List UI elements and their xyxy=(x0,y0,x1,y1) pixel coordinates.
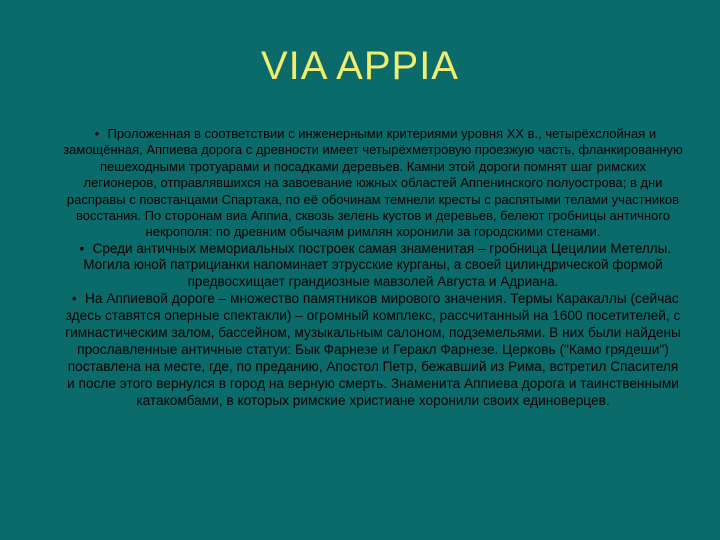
bullet-paragraph xyxy=(62,241,684,290)
slide-body xyxy=(62,126,684,409)
paragraph-text: На Аппиевой дороге – множество памятников мирового значения. Термы Каракаллы (сейчас здесь ставятся оперные спектакли) – огромный комплекс, рассчитанный на 1600 посетителей, с гимнастическим залом, бассейном, музыкальным салоном, подземельями. В них были найдены прославленные античные статуи: Бык Фарнезе и Геракл Фарнезе. Церковь ("Камо грядеши") поставлена на месте, где, по преданию, Апостол Петр, бежавший из Рима, встретил Спасителя и после этого вернулся в город на верную смерть. Знаменита Аппиева дорога и таинственными катакомбами, в которых римские христиане хоронили своих единоверцев. xyxy=(65,291,681,409)
paragraph-text: Проложенная в соответствии с инженерными критериями уровня XX в., четырёхслойная и замощённая, Аппиева дорога с древности имеет четырёхметровую проезжую часть, фланкированную пешеходными тротуарами и посадками деревьев. Камни этой дороги помнят шаг римских легионеров, отправлявшихся на завоевание южных областей Аппенинского полуострова; в дни расправы с повстанцами Спартака, по её обочинам темнели кресты с распятыми телами участников восстания. По сторонам виа Аппиа, сквозь зелень кустов и деревьев, белеют гробницы античного некрополя: по древним обычаям римлян хоронили за городскими стенами. xyxy=(63,126,683,240)
bullet-marker: • xyxy=(79,240,85,256)
paragraph-text: Среди античных мемориальных построек самая знаменитая – гробница Цецилии Метеллы. Могила юной патрицианки напоминает этрусские курганы, а своей цилиндрической формой предвосхищает грандиозные мавзолей Августа и Адриана. xyxy=(83,240,672,289)
slide-title: VIA APPIA xyxy=(260,44,459,88)
bullet-paragraph xyxy=(62,126,684,241)
bullet-marker: • xyxy=(71,291,77,307)
bullet-marker: • xyxy=(94,126,100,141)
bullet-paragraph xyxy=(62,290,684,409)
